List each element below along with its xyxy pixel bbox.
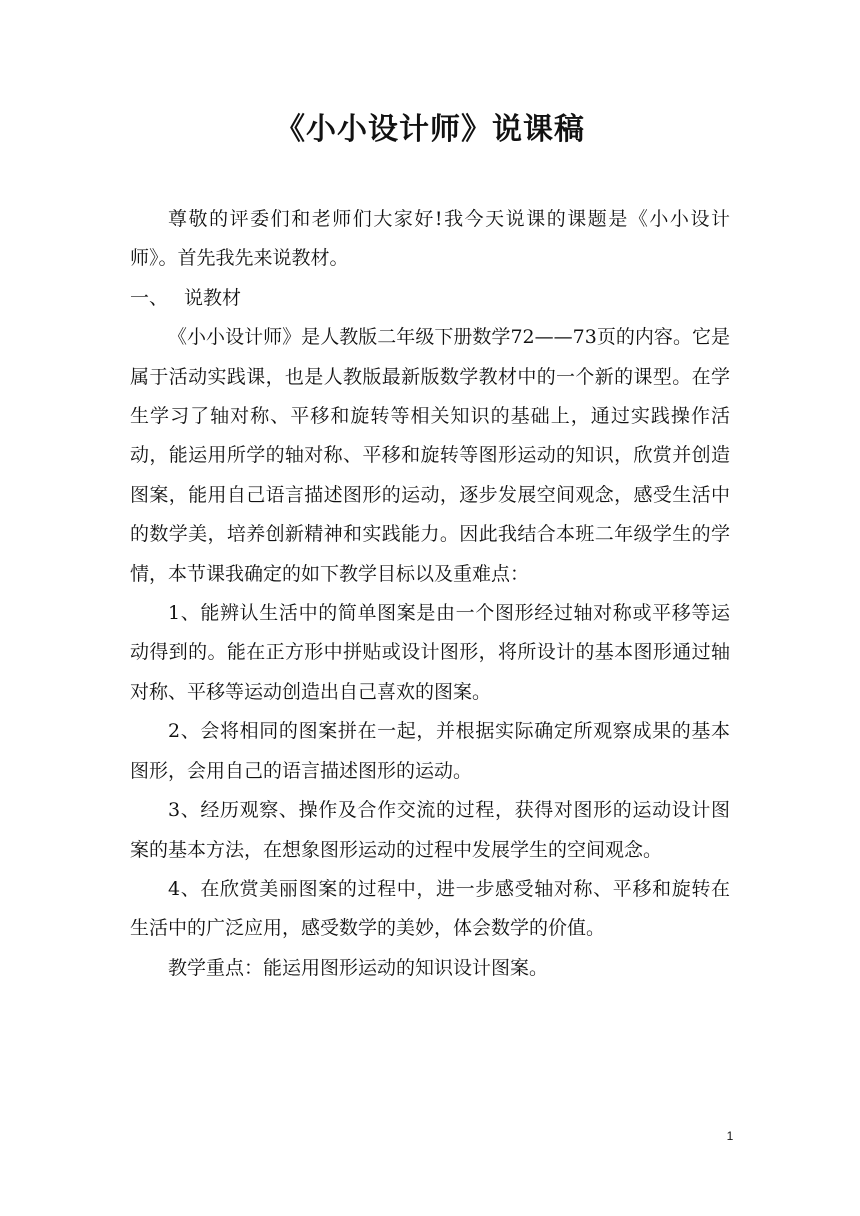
document-title: 《小小设计师》说课稿 <box>275 112 585 147</box>
goal-paragraph-2: 2、会将相同的图案拼在一起，并根据实际确定所观察成果的基本图形，会用自己的语言描述图形的运动。 <box>130 720 730 782</box>
intro-paragraph: 尊敬的评委们和老师们大家好!我今天说课的课题是《小小设计师》。首先我先来说教材。 <box>130 208 730 270</box>
key-point-paragraph: 教学重点：能运用图形运动的知识设计图案。 <box>168 956 549 979</box>
section-number: 一、 <box>130 286 169 309</box>
page-number: 1 <box>726 1129 734 1143</box>
goal-paragraph-1: 1、能辨认生活中的简单图案是由一个图形经过轴对称或平移等运动得到的。能在正方形中拼贴或设计图形，将所设计的基本图形通过轴对称、平移等运动创造出自己喜欢的图案。 <box>130 602 730 703</box>
section-heading-text: 说教材 <box>184 286 242 309</box>
section-heading <box>130 279 730 318</box>
goal-paragraph-3: 3、经历观察、操作及合作交流的过程，获得对图形的运动设计图案的基本方法，在想象图形运动的过程中发展学生的空间观念。 <box>130 799 730 861</box>
document-body <box>130 200 730 988</box>
goal-paragraph-4: 4、在欣赏美丽图案的过程中，进一步感受轴对称、平移和旋转在生活中的广泛应用，感受数学的美妙，体会数学的价值。 <box>130 877 730 940</box>
material-paragraph: 《小小设计师》是人教版二年级下册数学72——73页的内容。它是属于活动实践课，也是人教版最新版数学教材中的一个新的课型。在学生学习了轴对称、平移和旋转等相关知识的基础上，通过实践操作活动，能运用所学的轴对称、平移和旋转等图形运动的知识，欣赏并创造图案，能用自己语言描述图形的运动，逐步发展空间观念，感受生活中的数学美，培养创新精神和实践能力。因此我结合本班二年级学生的学情，本节课我确定的如下教学目标以及重难点： <box>130 326 730 585</box>
